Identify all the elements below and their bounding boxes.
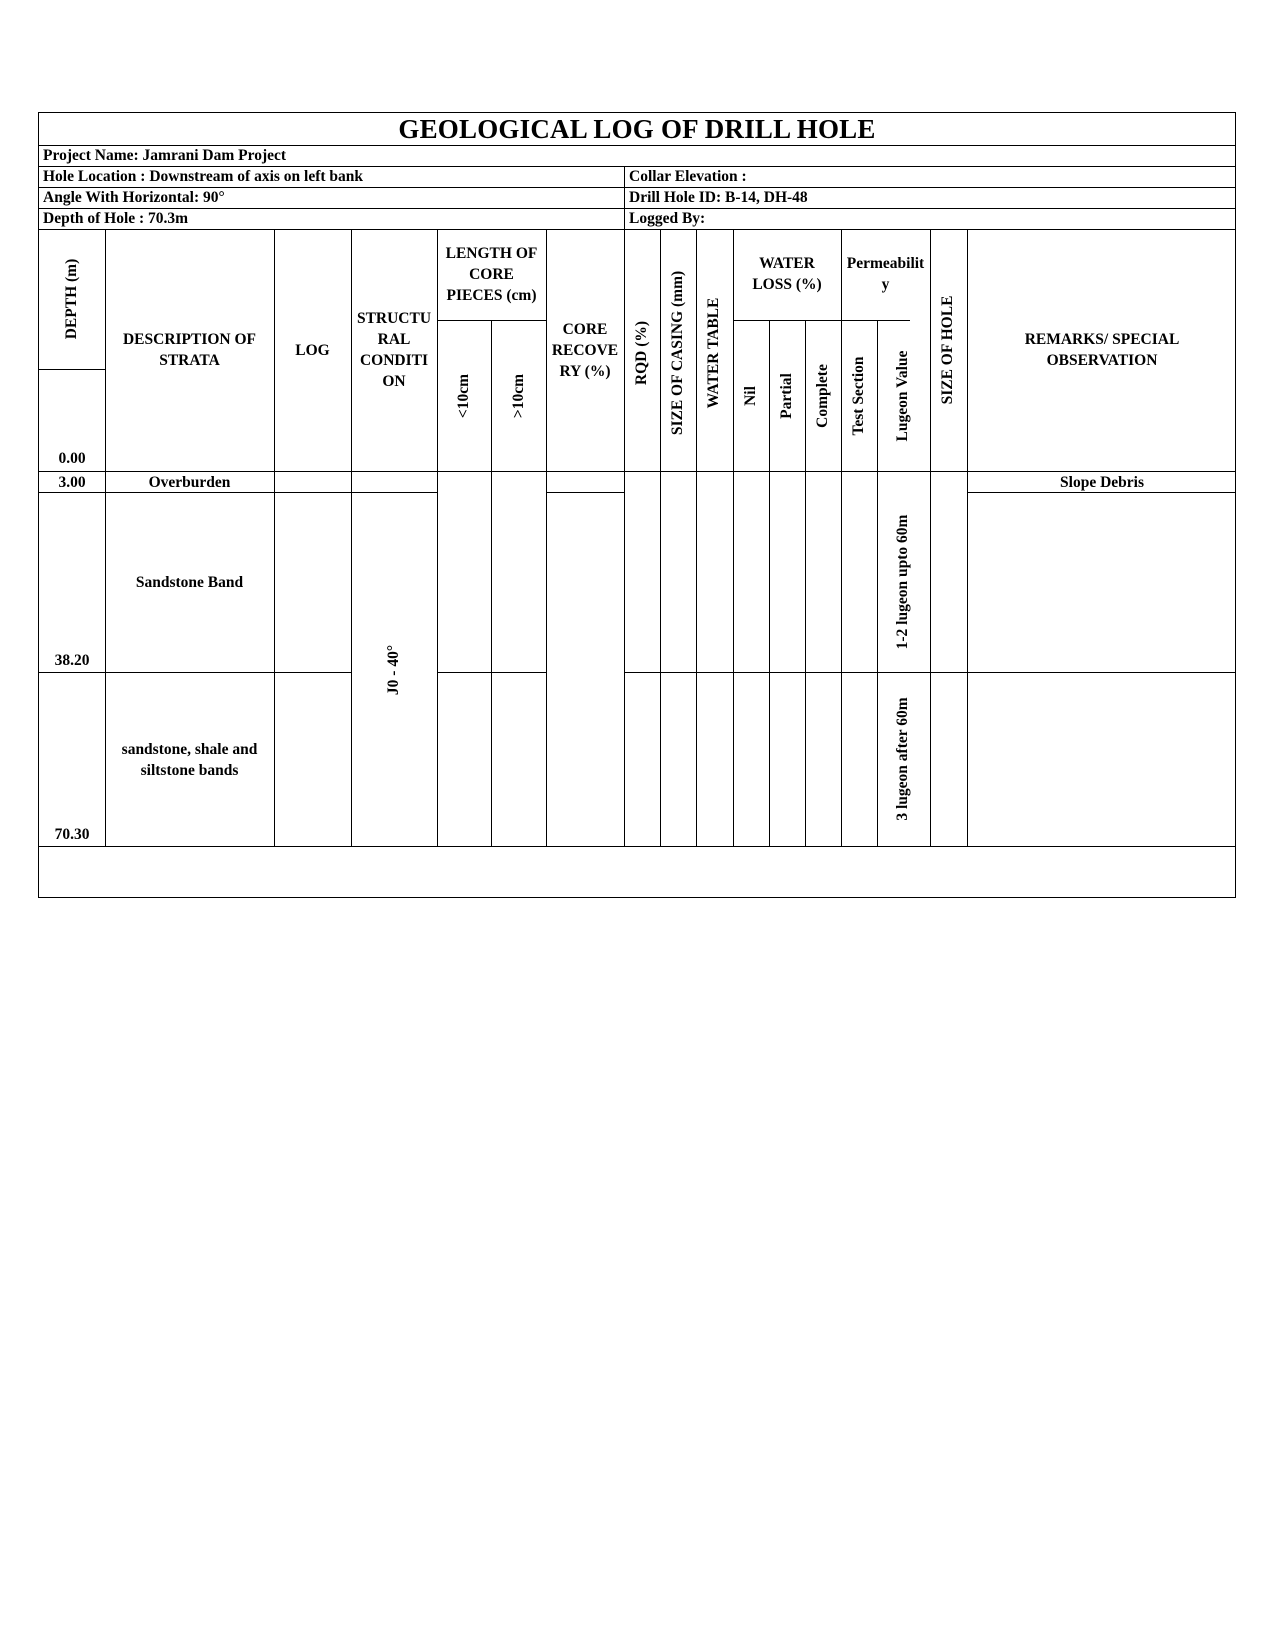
header-size-of-casing: SIZE OF CASING (mm) [669, 270, 686, 436]
hole-location: Hole Location : Downstream of axis on left bank [43, 168, 364, 185]
divider [624, 229, 625, 846]
divider [624, 166, 625, 230]
header-complete: Complete [814, 364, 831, 428]
drill-hole-id: Drill Hole ID: B-14, DH-48 [629, 189, 808, 206]
divider [733, 320, 910, 321]
header-water-table: WATER TABLE [705, 297, 722, 409]
project-name: Project Name: Jamrani Dam Project [43, 147, 287, 164]
depth-value: 38.20 [54, 651, 90, 669]
divider [805, 320, 806, 846]
header-permeability: Permeabilit y [846, 255, 925, 293]
divider [877, 320, 878, 846]
header-water-loss: WATER LOSS (%) [752, 255, 822, 293]
collar-elevation: Collar Elevation : [629, 168, 747, 185]
header-rqd: RQD (%) [633, 320, 650, 386]
divider [769, 320, 770, 846]
depth-of-hole: Depth of Hole : 70.3m [43, 210, 189, 227]
depth-start: 0.00 [58, 449, 86, 467]
lugeon-value: 3 lugeon after 60m [894, 697, 911, 821]
remarks-value: Slope Debris [1060, 473, 1144, 491]
divider [841, 229, 842, 846]
divider [660, 229, 661, 846]
divider [696, 229, 697, 846]
header-length-of-core: LENGTH OF CORE PIECES (cm) [445, 245, 538, 304]
header-partial: Partial [778, 373, 795, 419]
divider [733, 229, 734, 846]
depth-value: 3.00 [58, 473, 86, 491]
strata-description: Overburden [148, 473, 231, 491]
header-lugeon-value: Lugeon Value [894, 350, 911, 442]
divider [437, 229, 438, 846]
lugeon-value: 1-2 lugeon upto 60m [894, 514, 911, 650]
header-depth: DEPTH (m) [63, 258, 80, 340]
divider [546, 492, 624, 493]
header-more-10cm: >10cm [510, 373, 527, 419]
header-remarks: REMARKS/ SPECIAL OBSERVATION [1024, 331, 1180, 369]
strata-description: sandstone, shale and siltstone bands [121, 740, 258, 779]
header-test-section: Test Section [850, 356, 867, 436]
header-log: LOG [295, 341, 330, 359]
page-title: GEOLOGICAL LOG OF DRILL HOLE [398, 114, 876, 144]
header-size-of-hole: SIZE OF HOLE [939, 295, 956, 405]
header-core-recovery: CORE RECOVE RY (%) [551, 320, 619, 380]
structural-condition-value: J0 - 40° [385, 644, 402, 696]
divider [491, 320, 492, 846]
drill-log-sheet [38, 112, 1236, 898]
angle-with-horizontal: Angle With Horizontal: 90° [43, 189, 225, 206]
header-less-10cm: <10cm [455, 373, 472, 419]
divider [39, 846, 1235, 847]
header-description: DESCRIPTION OF STRATA [122, 331, 257, 369]
divider [930, 229, 931, 846]
divider [39, 369, 105, 370]
strata-description: Sandstone Band [135, 574, 244, 591]
depth-value: 70.30 [54, 825, 90, 843]
header-nil: Nil [742, 386, 759, 406]
header-structural-condition: STRUCTU RAL CONDITI ON [356, 310, 432, 390]
logged-by: Logged By: [629, 210, 706, 227]
